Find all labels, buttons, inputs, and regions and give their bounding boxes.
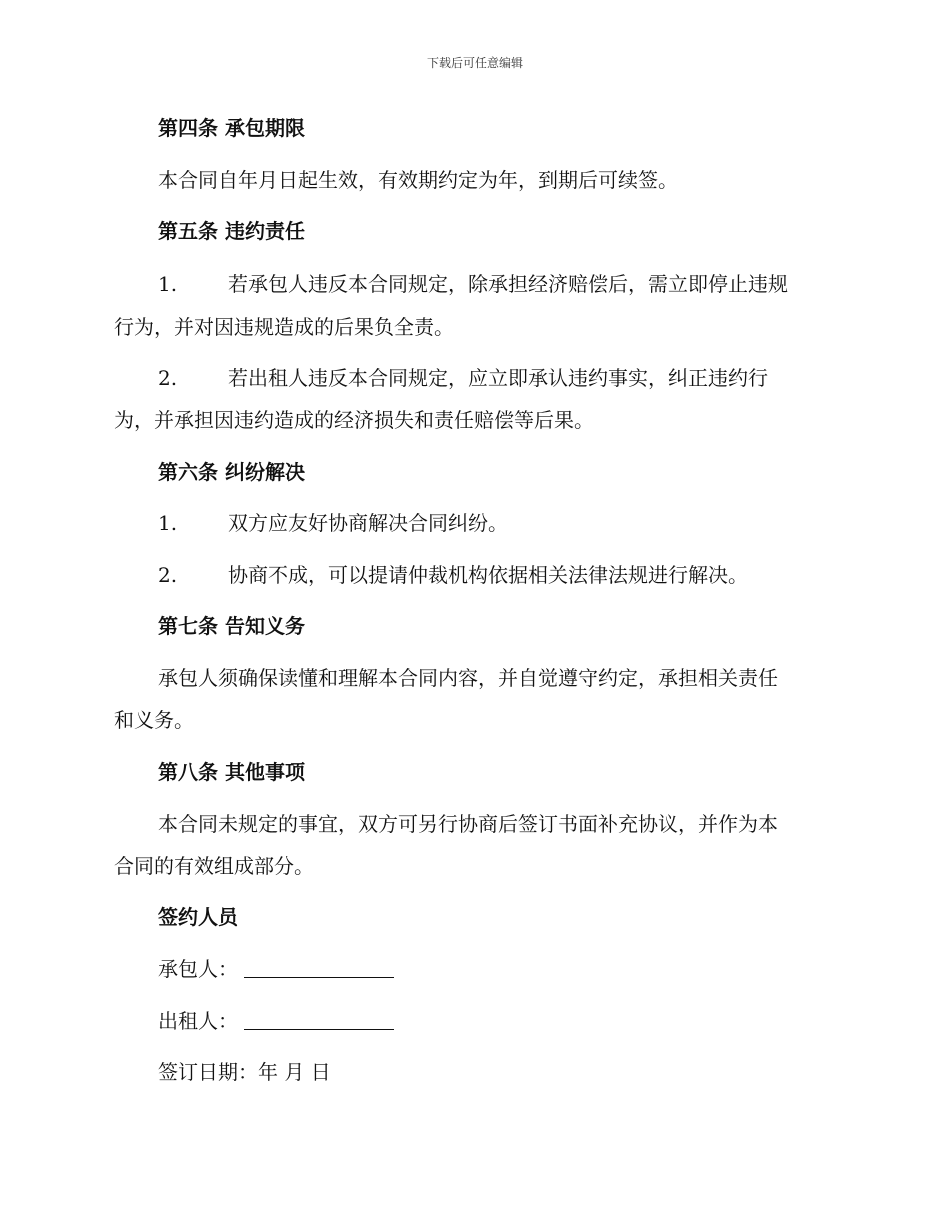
article-5-heading: 第五条 违约责任 xyxy=(158,219,305,243)
article-5-item-2-line-1: 若出租人违反本合同规定，应立即承认违约事实，纠正违约行 xyxy=(228,366,768,390)
article-6-item-1-text: 双方应友好协商解决合同纠纷。 xyxy=(228,511,508,535)
article-7-line-1: 承包人须确保读懂和理解本合同内容，并自觉遵守约定，承担相关责任 xyxy=(158,666,778,690)
article-5-item-1-line-2: 行为，并对因违规造成的后果负全责。 xyxy=(114,315,454,339)
article-6-item-2-number: 2. xyxy=(158,563,178,587)
article-5-item-2-number: 2. xyxy=(158,366,178,390)
article-6-item-2-text: 协商不成，可以提请仲裁机构依据相关法律法规进行解决。 xyxy=(228,563,748,587)
article-7-line-2: 和义务。 xyxy=(114,708,194,732)
article-7-heading: 第七条 告知义务 xyxy=(158,614,305,638)
article-4-heading: 第四条 承包期限 xyxy=(158,116,305,140)
article-8-heading: 第八条 其他事项 xyxy=(158,760,305,784)
signatures-heading: 签约人员 xyxy=(158,905,238,929)
contractor-signature-line xyxy=(244,977,394,978)
lessor-signature-line xyxy=(244,1029,394,1030)
article-5-item-2-line-2: 为，并承担因违约造成的经济损失和责任赔偿等后果。 xyxy=(114,408,594,432)
article-8-line-1: 本合同未规定的事宜，双方可另行协商后签订书面补充协议，并作为本 xyxy=(158,812,778,836)
signing-date: 签订日期：年 月 日 xyxy=(158,1060,331,1084)
article-6-item-1-number: 1. xyxy=(158,511,178,535)
page-header: 下载后可任意编辑 xyxy=(426,56,523,70)
article-8-line-2: 合同的有效组成部分。 xyxy=(114,854,314,878)
article-5-item-1-line-1: 若承包人违反本合同规定，除承担经济赔偿后，需立即停止违规 xyxy=(228,272,788,296)
article-4-text: 本合同自年月日起生效，有效期约定为年，到期后可续签。 xyxy=(158,168,678,192)
lessor-label: 出租人： xyxy=(158,1009,238,1033)
article-5-item-1-number: 1. xyxy=(158,272,178,296)
contractor-label: 承包人： xyxy=(158,957,238,981)
article-6-heading: 第六条 纠纷解决 xyxy=(158,460,305,484)
